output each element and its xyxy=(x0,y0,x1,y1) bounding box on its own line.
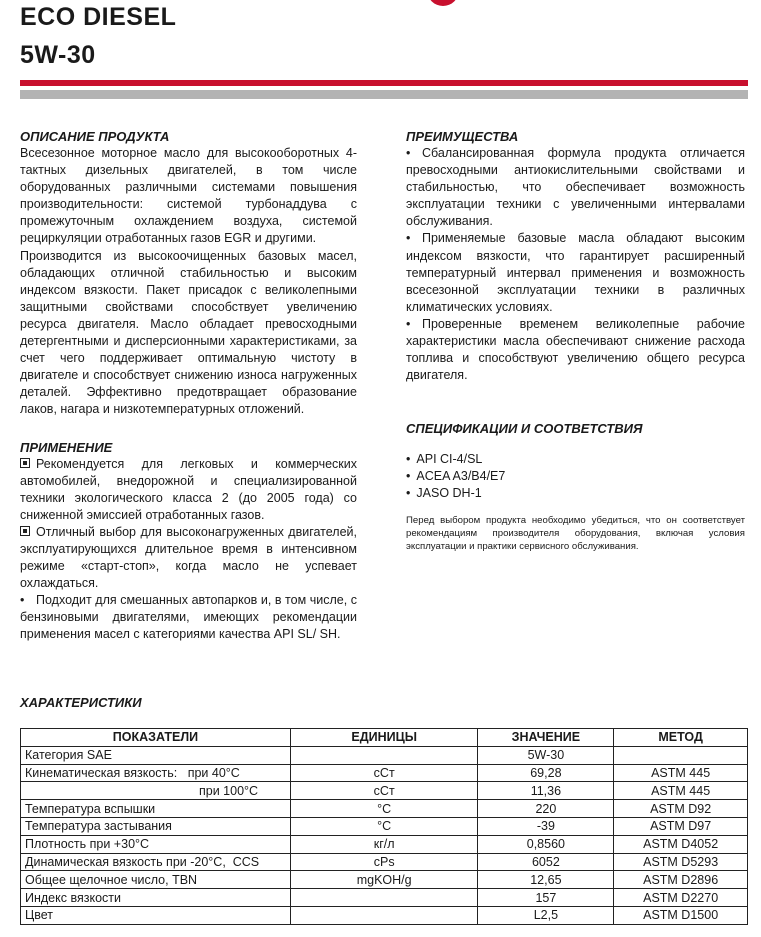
column-header: МЕТОД xyxy=(614,729,748,747)
description-heading: ОПИСАНИЕ ПРОДУКТА xyxy=(20,129,170,144)
method-cell: ASTM D5293 xyxy=(614,853,748,871)
bullet-icon: • xyxy=(406,469,411,484)
unit-cell: cCт xyxy=(290,764,478,782)
parameter-cell: Индекс вязкости xyxy=(21,889,291,907)
right-column xyxy=(406,128,745,553)
specs-heading: СПЕЦИФИКАЦИИ И СООТВЕТСТВИЯ xyxy=(406,421,643,437)
application-item: Отличный выбор для высоконагруженных двигателей, эксплуатирующихся длительное время в интенсивном режиме «старт-стоп», когда масло не успевает охлаждаться. xyxy=(20,524,357,591)
table-row xyxy=(21,817,748,835)
product-name: ECO DIESEL xyxy=(20,3,177,31)
value-cell: -39 xyxy=(478,817,614,835)
checkbox-bullet-icon xyxy=(20,526,30,536)
advantages-heading: ПРЕИМУЩЕСТВА xyxy=(406,129,519,144)
brand-logo-icon xyxy=(425,0,461,8)
table-row xyxy=(21,889,748,907)
product-viscosity-grade: 5W-30 xyxy=(20,41,96,69)
parameter-cell: Температура застывания xyxy=(21,817,291,835)
value-cell: L2,5 xyxy=(478,906,614,924)
bullet-icon: • xyxy=(20,593,25,608)
unit-cell: cCт xyxy=(290,782,478,800)
unit-cell: mgKOH/g xyxy=(290,871,478,889)
column-header: ПОКАЗАТЕЛИ xyxy=(21,729,291,747)
spec-item: • JASO DH-1 xyxy=(406,486,482,501)
parameter-cell: при 100°C xyxy=(21,782,291,800)
table-row xyxy=(21,906,748,924)
bullet-icon: • xyxy=(406,452,411,467)
method-cell: ASTM 445 xyxy=(614,764,748,782)
parameter-cell: Динамическая вязкость при -20°C, CCS xyxy=(21,853,291,871)
table-row xyxy=(21,871,748,889)
specs-list xyxy=(406,451,745,502)
table-row xyxy=(21,853,748,871)
unit-cell: °C xyxy=(290,800,478,818)
table-row xyxy=(21,782,748,800)
description-paragraph-1: Всесезонное моторное масло для высокооборотных 4-тактных дизельных двигателей, в том числе оборудованных различными системами повышения производительности: системой турбонаддува с промежуточным охлаждением воздуха, системой рециркуляции отработанных газов EGR и другими. xyxy=(20,146,357,246)
parameter-cell: Кинематическая вязкость: при 40°C xyxy=(21,764,291,782)
table-header-row xyxy=(21,729,748,747)
specs-note: Перед выбором продукта необходимо убедиться, что он соответствует рекомендациям производителя оборудования, включая условия эксплуатации и практики сервисного обслуживания. xyxy=(406,515,745,553)
description-paragraph-2: Производится из высокоочищенных базовых масел, обладающих отличной стабильностью и высоким индексом вязкости. Пакет присадок с великолепными защитными свойствами способствует увеличению ресурса двигателя. Масло обладает превосходными детергентными и дисперсионными характеристиками, за счет чего поддерживает оптимальную чистоту в двигателе и способствует снижению износа нагруженных деталей. Эффективно предотвращает образование лаков, нагара и низкотемпературных отложений. xyxy=(20,248,357,417)
parameter-cell: Температура вспышки xyxy=(21,800,291,818)
header-red-bar xyxy=(20,80,748,86)
unit-cell: cPs xyxy=(290,853,478,871)
method-cell: ASTM D92 xyxy=(614,800,748,818)
method-cell: ASTM D2896 xyxy=(614,871,748,889)
application-heading: ПРИМЕНЕНИЕ xyxy=(20,439,113,455)
unit-cell: °C xyxy=(290,817,478,835)
spec-item: • ACEA A3/B4/E7 xyxy=(406,469,506,484)
value-cell: 5W-30 xyxy=(478,746,614,764)
left-column xyxy=(20,128,357,644)
column-header: ЕДИНИЦЫ xyxy=(290,729,478,747)
parameter-cell: Общее щелочное число, TBN xyxy=(21,871,291,889)
table-row xyxy=(21,746,748,764)
method-cell: ASTM D97 xyxy=(614,817,748,835)
method-cell: ASTM 445 xyxy=(614,782,748,800)
column-header: ЗНАЧЕНИЕ xyxy=(478,729,614,747)
bullet-icon: • xyxy=(406,486,411,501)
parameter-cell: Плотность при +30°C xyxy=(21,835,291,853)
parameter-cell: Категория SAE xyxy=(21,746,291,764)
bullet-icon: • xyxy=(406,231,411,246)
checkbox-bullet-icon xyxy=(20,458,30,468)
application-item: Рекомендуется для легковых и коммерческих автомобилей, внедорожной и специализированной техники экологического класса 2 (до 2005 года) со сниженной эмиссией отработанных газов. xyxy=(20,456,357,522)
method-cell: ASTM D2270 xyxy=(614,889,748,907)
header-gray-bar xyxy=(20,90,748,99)
method-cell: ASTM D1500 xyxy=(614,906,748,924)
bullet-icon: • xyxy=(406,146,411,160)
application-item: • Подходит для смешанных автопарков и, в том числе, с бензиновыми двигателями, имеющих рекомендации применения масел с категориями качества API SL/ SH. xyxy=(20,593,357,642)
bullet-icon: • xyxy=(406,316,411,331)
advantages-item: • Применяемые базовые масла обладают высоким индексом вязкости, что гарантирует расширенный температурный интервал применения и возможность всесезонной эксплуатации техники в различных климатических условиях. xyxy=(406,231,745,314)
advantages-item: • Сбалансированная формула продукта отличается превосходными антиокислительными свойствами и стабильностью, что обеспечивает возможность эксплуатации техники с увеличенными интервалами обслуживания. xyxy=(406,146,745,229)
method-cell xyxy=(614,746,748,764)
table-row xyxy=(21,800,748,818)
value-cell: 157 xyxy=(478,889,614,907)
value-cell: 220 xyxy=(478,800,614,818)
table-row xyxy=(21,764,748,782)
unit-cell xyxy=(290,746,478,764)
value-cell: 6052 xyxy=(478,853,614,871)
value-cell: 12,65 xyxy=(478,871,614,889)
spec-item: • API CI-4/SL xyxy=(406,452,483,467)
parameter-cell: Цвет xyxy=(21,906,291,924)
unit-cell: кг/л xyxy=(290,835,478,853)
value-cell: 0,8560 xyxy=(478,835,614,853)
unit-cell xyxy=(290,889,478,907)
characteristics-table xyxy=(20,728,748,925)
table-row xyxy=(21,835,748,853)
characteristics-heading: ХАРАКТЕРИСТИКИ xyxy=(20,695,142,710)
advantages-item: • Проверенные временем великолепные рабочие характеристики масла обеспечивают снижение расхода топлива и способствуют увеличению общего ресурса двигателя. xyxy=(406,316,745,383)
value-cell: 11,36 xyxy=(478,782,614,800)
unit-cell xyxy=(290,906,478,924)
method-cell: ASTM D4052 xyxy=(614,835,748,853)
value-cell: 69,28 xyxy=(478,764,614,782)
